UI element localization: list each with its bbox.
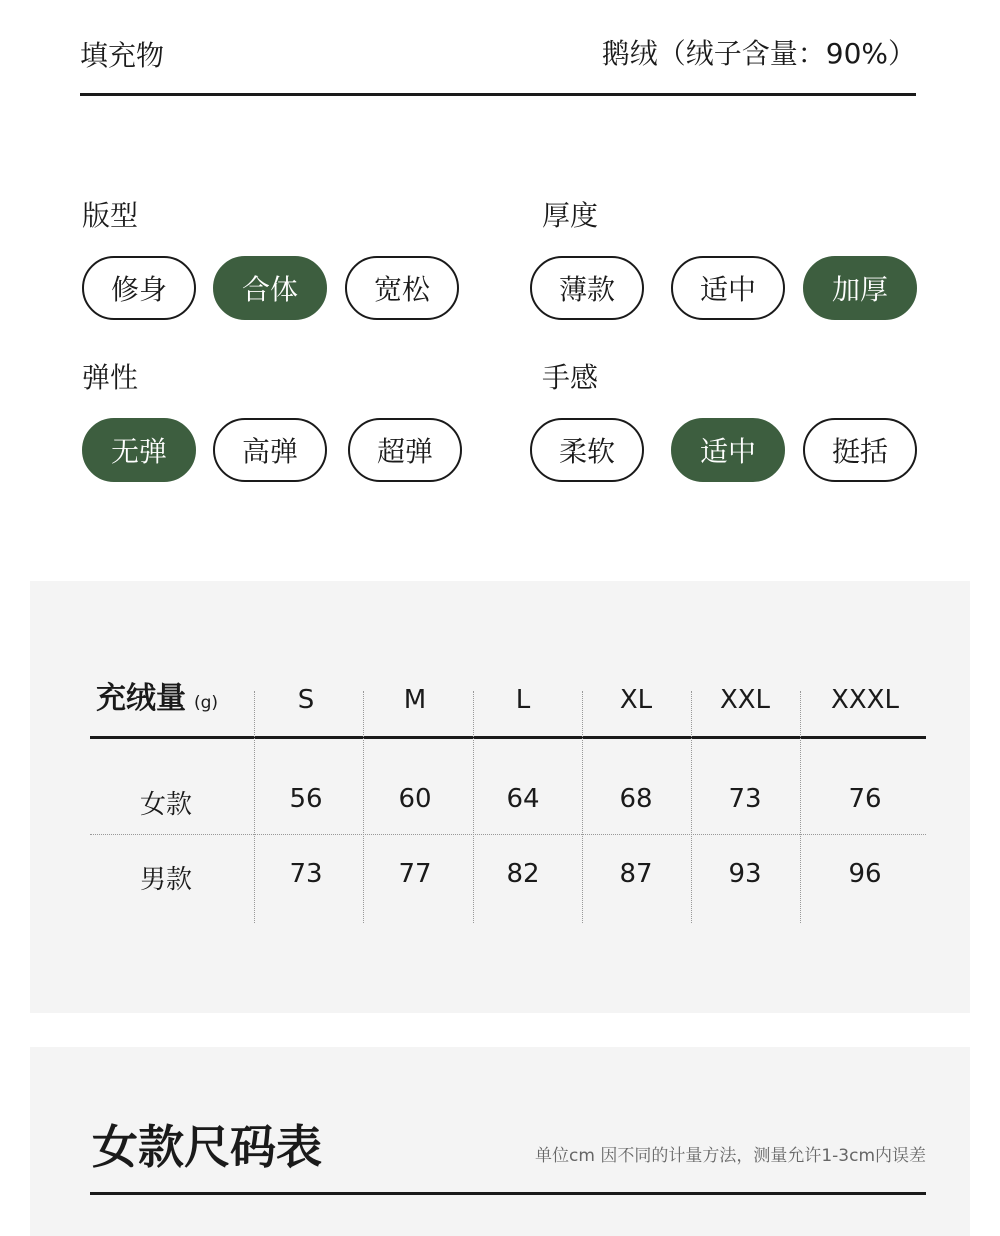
size-chart-note: 单位cm 因不同的计量方法，测量允许1-3cm内误差: [535, 1146, 926, 1166]
size-header: XL: [619, 685, 653, 715]
filling-row: [80, 28, 916, 96]
filling-value: 鹅绒（绒子含量：90%）: [601, 37, 916, 70]
table-cell: 77: [398, 859, 432, 889]
size-chart-panel: [30, 1047, 970, 1236]
attribute-option[interactable]: 高弹: [213, 418, 327, 482]
size-header: L: [515, 685, 531, 715]
size-chart-title: 女款尺码表: [92, 1120, 322, 1174]
fill-table-title: 充绒量 (g): [96, 681, 219, 716]
fill-table-unit: (g): [194, 693, 219, 713]
attribute-option[interactable]: 合体: [213, 256, 327, 320]
table-cell: 68: [619, 784, 653, 814]
row-label: 女款: [139, 790, 192, 820]
attribute-option[interactable]: 宽松: [345, 256, 459, 320]
size-header: XXL: [719, 685, 771, 715]
table-cell: 64: [506, 784, 540, 814]
attribute-option[interactable]: 适中: [671, 256, 785, 320]
table-cell: 93: [728, 859, 762, 889]
size-header: S: [297, 685, 315, 715]
attribute-option[interactable]: 修身: [82, 256, 196, 320]
attribute-title: 弹性: [82, 361, 139, 394]
attribute-option[interactable]: 挺括: [803, 418, 917, 482]
table-cell: 96: [848, 859, 882, 889]
attribute-option[interactable]: 薄款: [530, 256, 644, 320]
size-header: M: [403, 685, 427, 715]
fill-amount-panel: [30, 581, 970, 1013]
attribute-title: 厚度: [542, 199, 599, 232]
size-chart-divider: [90, 1192, 926, 1195]
size-header: XXXL: [831, 685, 899, 715]
attribute-option[interactable]: 柔软: [530, 418, 644, 482]
attribute-option[interactable]: 超弹: [348, 418, 462, 482]
column-divider: [800, 691, 801, 923]
table-cell: 60: [398, 784, 432, 814]
table-cell: 73: [728, 784, 762, 814]
attribute-option[interactable]: 无弹: [82, 418, 196, 482]
attribute-title: 版型: [82, 199, 139, 232]
row-label: 男款: [139, 865, 192, 895]
attribute-option[interactable]: 加厚: [803, 256, 917, 320]
table-cell: 56: [289, 784, 323, 814]
table-cell: 76: [848, 784, 882, 814]
table-cell: 82: [506, 859, 540, 889]
table-cell: 73: [289, 859, 323, 889]
attribute-title: 手感: [542, 361, 599, 394]
table-cell: 87: [619, 859, 653, 889]
attribute-option[interactable]: 适中: [671, 418, 785, 482]
filling-label: 填充物: [80, 39, 165, 72]
